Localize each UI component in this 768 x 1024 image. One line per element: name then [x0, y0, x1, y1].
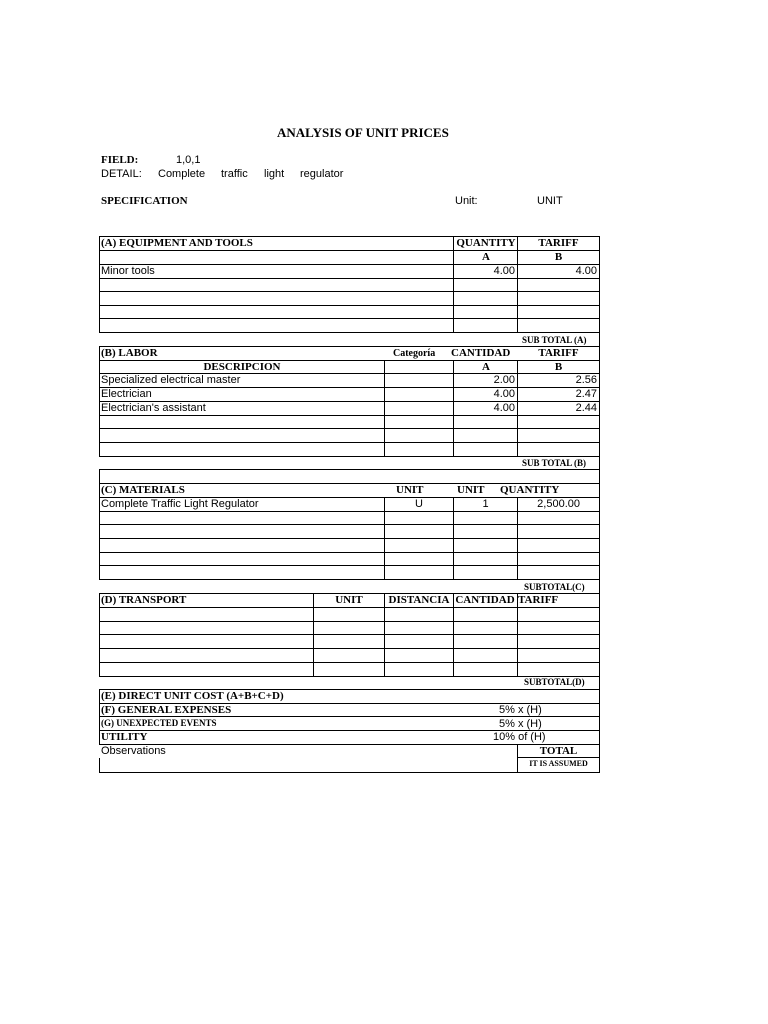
labor-col-descripcion: DESCRIPCION [203, 361, 281, 373]
unit-value: UNIT [537, 195, 563, 207]
equipment-sub-b: B [554, 251, 563, 263]
general-expenses-value: 5% x (H) [499, 704, 542, 716]
transport-subtotal-label: SUBTOTAL(D) [524, 677, 585, 687]
materials-row-description: Complete Traffic Light Regulator [101, 498, 259, 510]
labor-row-tariff: 2.44 [575, 402, 597, 414]
detail-word: traffic [221, 168, 248, 180]
labor-row-description: Specialized electrical master [101, 374, 241, 386]
materials-col-unit: UNIT [396, 484, 424, 496]
labor-row-quantity: 4.00 [493, 388, 515, 400]
field-label: FIELD: [101, 154, 139, 166]
utility-value: 10% of (H) [493, 731, 546, 743]
observations-label: Observations [101, 745, 166, 757]
unexpected-events-label: (G) UNEXPECTED EVENTS [101, 718, 217, 728]
labor-col-categoria: Categoría [393, 348, 436, 359]
transport-header: (D) TRANSPORT [101, 594, 187, 606]
materials-col-unit-2: UNIT [457, 484, 485, 496]
document-title: ANALYSIS OF UNIT PRICES [277, 125, 449, 140]
direct-cost-label: (E) DIRECT UNIT COST (A+B+C+D) [101, 690, 284, 702]
equipment-subtotal-label: SUB TOTAL (A) [522, 335, 587, 345]
equipment-row-quantity: 4.00 [493, 265, 515, 277]
detail-label: DETAIL: [101, 168, 142, 180]
detail-word: regulator [300, 168, 344, 180]
materials-header: (C) MATERIALS [101, 484, 185, 496]
labor-row-tariff: 2.56 [575, 374, 597, 386]
transport-col-cantidad: CANTIDAD [455, 594, 515, 606]
materials-row-unit: U [415, 498, 423, 510]
equipment-col-quantity: QUANTITY [456, 237, 516, 249]
labor-row-description: Electrician's assistant [101, 402, 206, 414]
detail-word: Complete [158, 168, 206, 180]
labor-row-tariff: 2.47 [575, 388, 597, 400]
equipment-row-description: Minor tools [101, 265, 155, 277]
transport-col-unit: UNIT [335, 594, 363, 606]
unexpected-events-value: 5% x (H) [499, 718, 542, 730]
equipment-row-tariff: 4.00 [575, 265, 597, 277]
materials-subtotal-label: SUBTOTAL(C) [524, 582, 585, 592]
labor-col-tariff: TARIFF [538, 347, 579, 359]
transport-col-distancia: DISTANCIA [388, 594, 450, 606]
specification-label: SPECIFICATION [101, 195, 188, 207]
labor-sub-b: B [554, 361, 563, 373]
unit-label: Unit: [455, 195, 478, 207]
labor-row-quantity: 2.00 [493, 374, 515, 386]
materials-col-quantity: QUANTITY [500, 484, 560, 496]
labor-row-quantity: 4.00 [493, 402, 515, 414]
utility-label: UTILITY [101, 731, 148, 743]
equipment-header: (A) EQUIPMENT AND TOOLS [101, 237, 253, 249]
materials-row-unit-2: 1 [482, 498, 489, 510]
materials-row-quantity: 2,500.00 [537, 498, 580, 510]
labor-sub-a: A [482, 361, 490, 373]
labor-col-cantidad: CANTIDAD [451, 347, 511, 359]
general-expenses-label: (F) GENERAL EXPENSES [101, 704, 232, 716]
total-label: TOTAL [539, 745, 578, 757]
labor-subtotal-label: SUB TOTAL (B) [522, 458, 587, 468]
equipment-sub-a: A [482, 251, 490, 263]
assumed-label: IT IS ASSUMED [529, 759, 588, 768]
equipment-col-tariff: TARIFF [538, 237, 579, 249]
labor-row-description: Electrician [101, 388, 152, 400]
detail-word: light [264, 168, 285, 180]
field-value: 1,0,1 [176, 154, 201, 166]
labor-header: (B) LABOR [101, 347, 158, 359]
transport-col-tariff: TARIFF [518, 594, 559, 606]
